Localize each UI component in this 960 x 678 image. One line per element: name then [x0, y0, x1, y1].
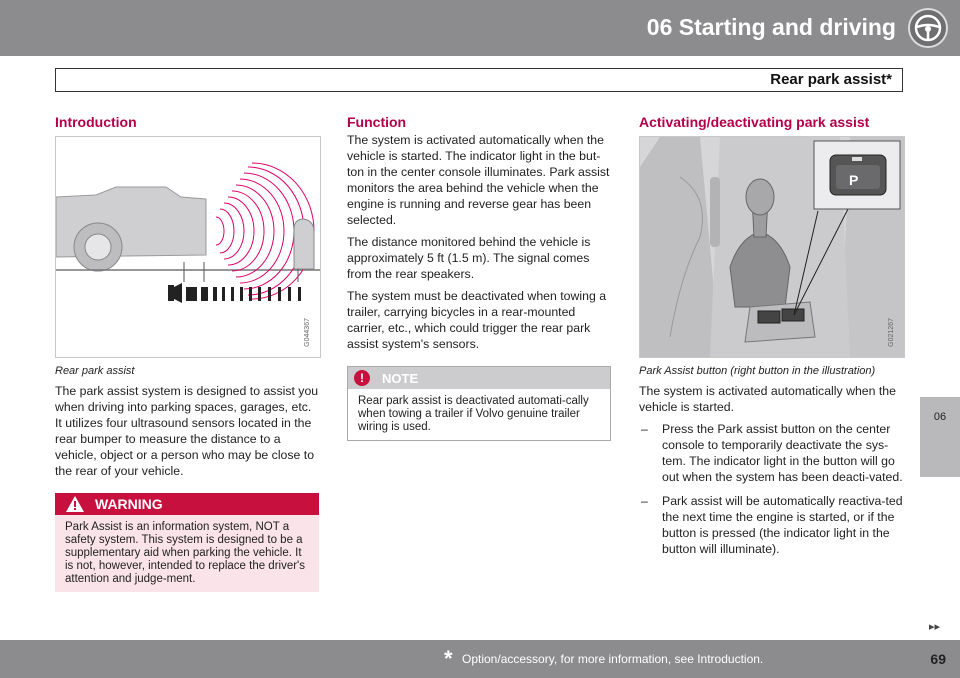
activating-heading: Activating/deactivating park assist: [639, 114, 870, 130]
figure-caption: Rear park assist: [55, 365, 135, 377]
figure-code: G044367: [304, 318, 311, 347]
section-title: Rear park assist*: [770, 71, 892, 88]
activating-steps-list: [639, 421, 905, 557]
figure-code: G021267: [888, 318, 895, 347]
note-text: Rear park assist is deactivated automati-cally when towing a trailer if Volvo genuine trailer wiring is used.: [358, 395, 589, 433]
page-number: 69: [930, 651, 946, 667]
column-activating: [639, 114, 905, 565]
footnote-star: *: [444, 646, 453, 671]
list-item: – Press the Park assist button on the center console to temporarily deactivate the sys-tem. The indicator light in the button will go out when the system has been deacti-vated.: [641, 422, 903, 484]
warning-label: WARNING: [95, 496, 163, 512]
park-assist-button-glyph: P: [849, 172, 859, 188]
list-item-text: Park assist will be automatically reactiva-ted the next time the engine is started, or if the button is pressed (the indicator light in the button will illuminate).: [662, 494, 903, 556]
warning-box: [55, 493, 319, 592]
section-title-box: [55, 68, 903, 92]
warning-text: Park Assist is an information system, NOT a safety system. This system is designed to be a supplementary aid when parking the vehicle. It is not, however, intended to replace the driver's attention and judge-ment.: [65, 521, 306, 585]
warning-header: [55, 493, 319, 515]
chapter-side-tab[interactable]: [920, 397, 960, 477]
chapter-header-bar: [0, 0, 960, 56]
function-paragraph-1: The system is activated automatically when the vehicle is started. The indicator light in the but-ton in the center console illuminates. Park assist monitors the area behind the vehicle when the engine is running and reverse gear has been selected.: [347, 133, 610, 227]
introduction-heading: Introduction: [55, 114, 137, 130]
column-introduction: [55, 114, 321, 592]
function-paragraph-3: The system must be deactivated when towing a trailer, carrying bicycles in a rear-mounted carrier, etc., which could trigger the rear park assist system's sensors.: [347, 289, 607, 351]
rear-park-assist-illustration: [55, 136, 321, 358]
steering-wheel-icon: [908, 8, 948, 48]
note-box: [347, 366, 611, 441]
activating-intro: The system is activated automatically when the vehicle is started.: [639, 384, 896, 414]
function-heading: Function: [347, 114, 407, 130]
list-item: – Park assist will be automatically reactiva-ted the next time the engine is started, or if the button is pressed (the indicator light in the button will illuminate).: [641, 494, 903, 556]
function-paragraph-2: The distance monitored behind the vehicle is approximately 5 ft (1.5 m). The signal comes from the rear speakers.: [347, 235, 591, 281]
footnote-text: Option/accessory, for more information, see Introduction.: [462, 652, 764, 666]
warning-triangle-icon: [65, 495, 85, 513]
column-function: [347, 114, 613, 441]
chapter-title: 06 Starting and driving: [646, 14, 896, 40]
introduction-paragraph: The park assist system is designed to assist you when driving into parking spaces, garages, etc. It utilizes four ultrasound sensors located in the rear bumper to measure the distance to a vehicle, object or a person who may be close to the rear of your vehicle.: [55, 384, 319, 478]
next-page-arrow-icon[interactable]: ▸▸: [928, 621, 940, 633]
info-icon: !: [354, 370, 370, 386]
note-header: [348, 367, 610, 389]
chapter-side-tab-label: 06: [933, 411, 947, 423]
list-item-text: Press the Park assist button on the center console to temporarily deactivate the sys-tem. The indicator light in the button will go out when the system has been deacti-vated.: [662, 422, 903, 484]
figure-caption: Park Assist button (right button in the illustration): [639, 365, 876, 377]
note-label: NOTE: [382, 371, 419, 386]
center-console-illustration: [639, 136, 905, 358]
footer-bar: [0, 640, 960, 678]
